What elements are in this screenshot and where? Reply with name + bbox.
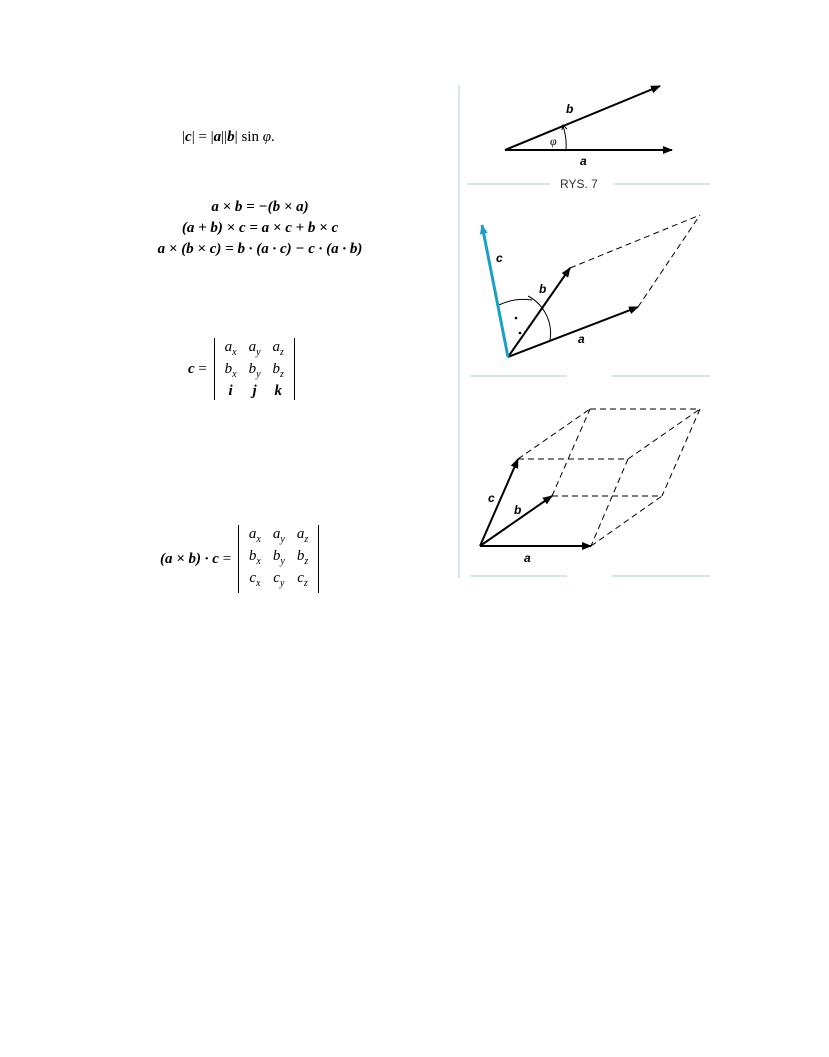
box-edge xyxy=(518,409,590,459)
var-b: b xyxy=(227,129,235,145)
identity-2-rhs: a × c + b × c xyxy=(261,220,339,236)
label-c: c xyxy=(496,251,503,265)
vector-c-arrow xyxy=(482,225,508,357)
vector-b-arrow xyxy=(505,86,660,150)
label-b: b xyxy=(566,102,574,116)
var-c: c xyxy=(185,129,192,145)
triple-det-cell: $b_z$ xyxy=(296,548,309,567)
parallelepiped-edges xyxy=(518,409,700,546)
cross-det-cell: $b_x$ xyxy=(224,361,237,380)
cross-det-cell: $b_y$ xyxy=(248,361,261,380)
cross-det-cell: i xyxy=(228,383,233,399)
identity-1-lhs: a × b xyxy=(211,199,243,215)
figure-8 xyxy=(470,215,710,376)
parallelogram-edge xyxy=(638,215,700,307)
label-a: a xyxy=(524,551,531,565)
identity-3-lhs: a × (b × c) xyxy=(157,241,222,257)
identity-3: a × (b × c) = b · (a · c) − c · (a · b) xyxy=(157,241,363,257)
label-b: b xyxy=(514,503,522,517)
figure-caption: RYS. 7 xyxy=(560,177,598,191)
figure-7 xyxy=(467,86,710,191)
box-edge xyxy=(628,409,700,459)
cross-det-cell: $a_z$ xyxy=(272,339,284,358)
identity-1: a × b = −(b × a) xyxy=(211,199,309,215)
label-b: b xyxy=(539,282,547,296)
box-edge xyxy=(591,496,662,546)
formula-triple-product: (a × b) · c = $a_x$ $a_y$ $a_z$ $b_x$ $b_y$ $b_z$ $c_x$ $c_y$ $c_z$ xyxy=(160,525,319,593)
triple-det-cell: $a_y$ xyxy=(272,526,285,545)
right-angle-dot xyxy=(515,317,518,320)
cross-det-cell: k xyxy=(274,383,282,399)
vector-a-arrow xyxy=(508,307,638,357)
cross-det-cell: $a_y$ xyxy=(248,339,261,358)
triple-det-cell: $c_y$ xyxy=(273,570,285,589)
triple-det-cell: $a_z$ xyxy=(296,526,309,545)
triple-det-cell: $c_z$ xyxy=(297,570,308,589)
cross-det-cell: j xyxy=(252,383,257,399)
identity-1-rhs: −(b × a) xyxy=(258,199,309,215)
var-a: a xyxy=(213,129,222,145)
identity-3-rhs: b · (a · c) − c · (a · b) xyxy=(237,241,363,257)
cross-det-cell: $a_x$ xyxy=(224,339,237,358)
cross-det-lhs: c xyxy=(188,361,195,377)
label-phi: φ xyxy=(550,134,557,148)
identity-2: (a + b) × c = a × c + b × c xyxy=(181,220,339,236)
var-phi: φ xyxy=(262,129,272,145)
right-angle-arc xyxy=(528,296,551,340)
formula-cross-determinant: c = $a_x$ $a_y$ $a_z$ $b_x$ $b_y$ $b_z$ i j k xyxy=(188,338,295,400)
triple-det-cell: $c_x$ xyxy=(249,570,261,589)
triple-det-cell: $b_x$ xyxy=(248,548,261,567)
label-a: a xyxy=(578,332,585,346)
angle-arc xyxy=(563,126,566,150)
sin-op: sin xyxy=(241,129,259,145)
figure-9 xyxy=(470,409,710,576)
formula-magnitude: |c| = |a||b| sin φ. xyxy=(182,129,275,145)
label-a: a xyxy=(580,154,587,168)
identity-2-lhs: (a + b) × c xyxy=(181,220,246,236)
triple-det-cell: $a_x$ xyxy=(248,526,261,545)
cross-det-cell: $b_z$ xyxy=(272,361,284,380)
right-angle-dot xyxy=(519,332,522,335)
label-c: c xyxy=(488,491,495,505)
right-angle-arc xyxy=(499,299,532,305)
triple-det-lhs: (a × b) · c xyxy=(160,551,219,567)
triple-det-cell: $b_y$ xyxy=(272,548,285,567)
parallelogram-edge xyxy=(570,215,700,268)
